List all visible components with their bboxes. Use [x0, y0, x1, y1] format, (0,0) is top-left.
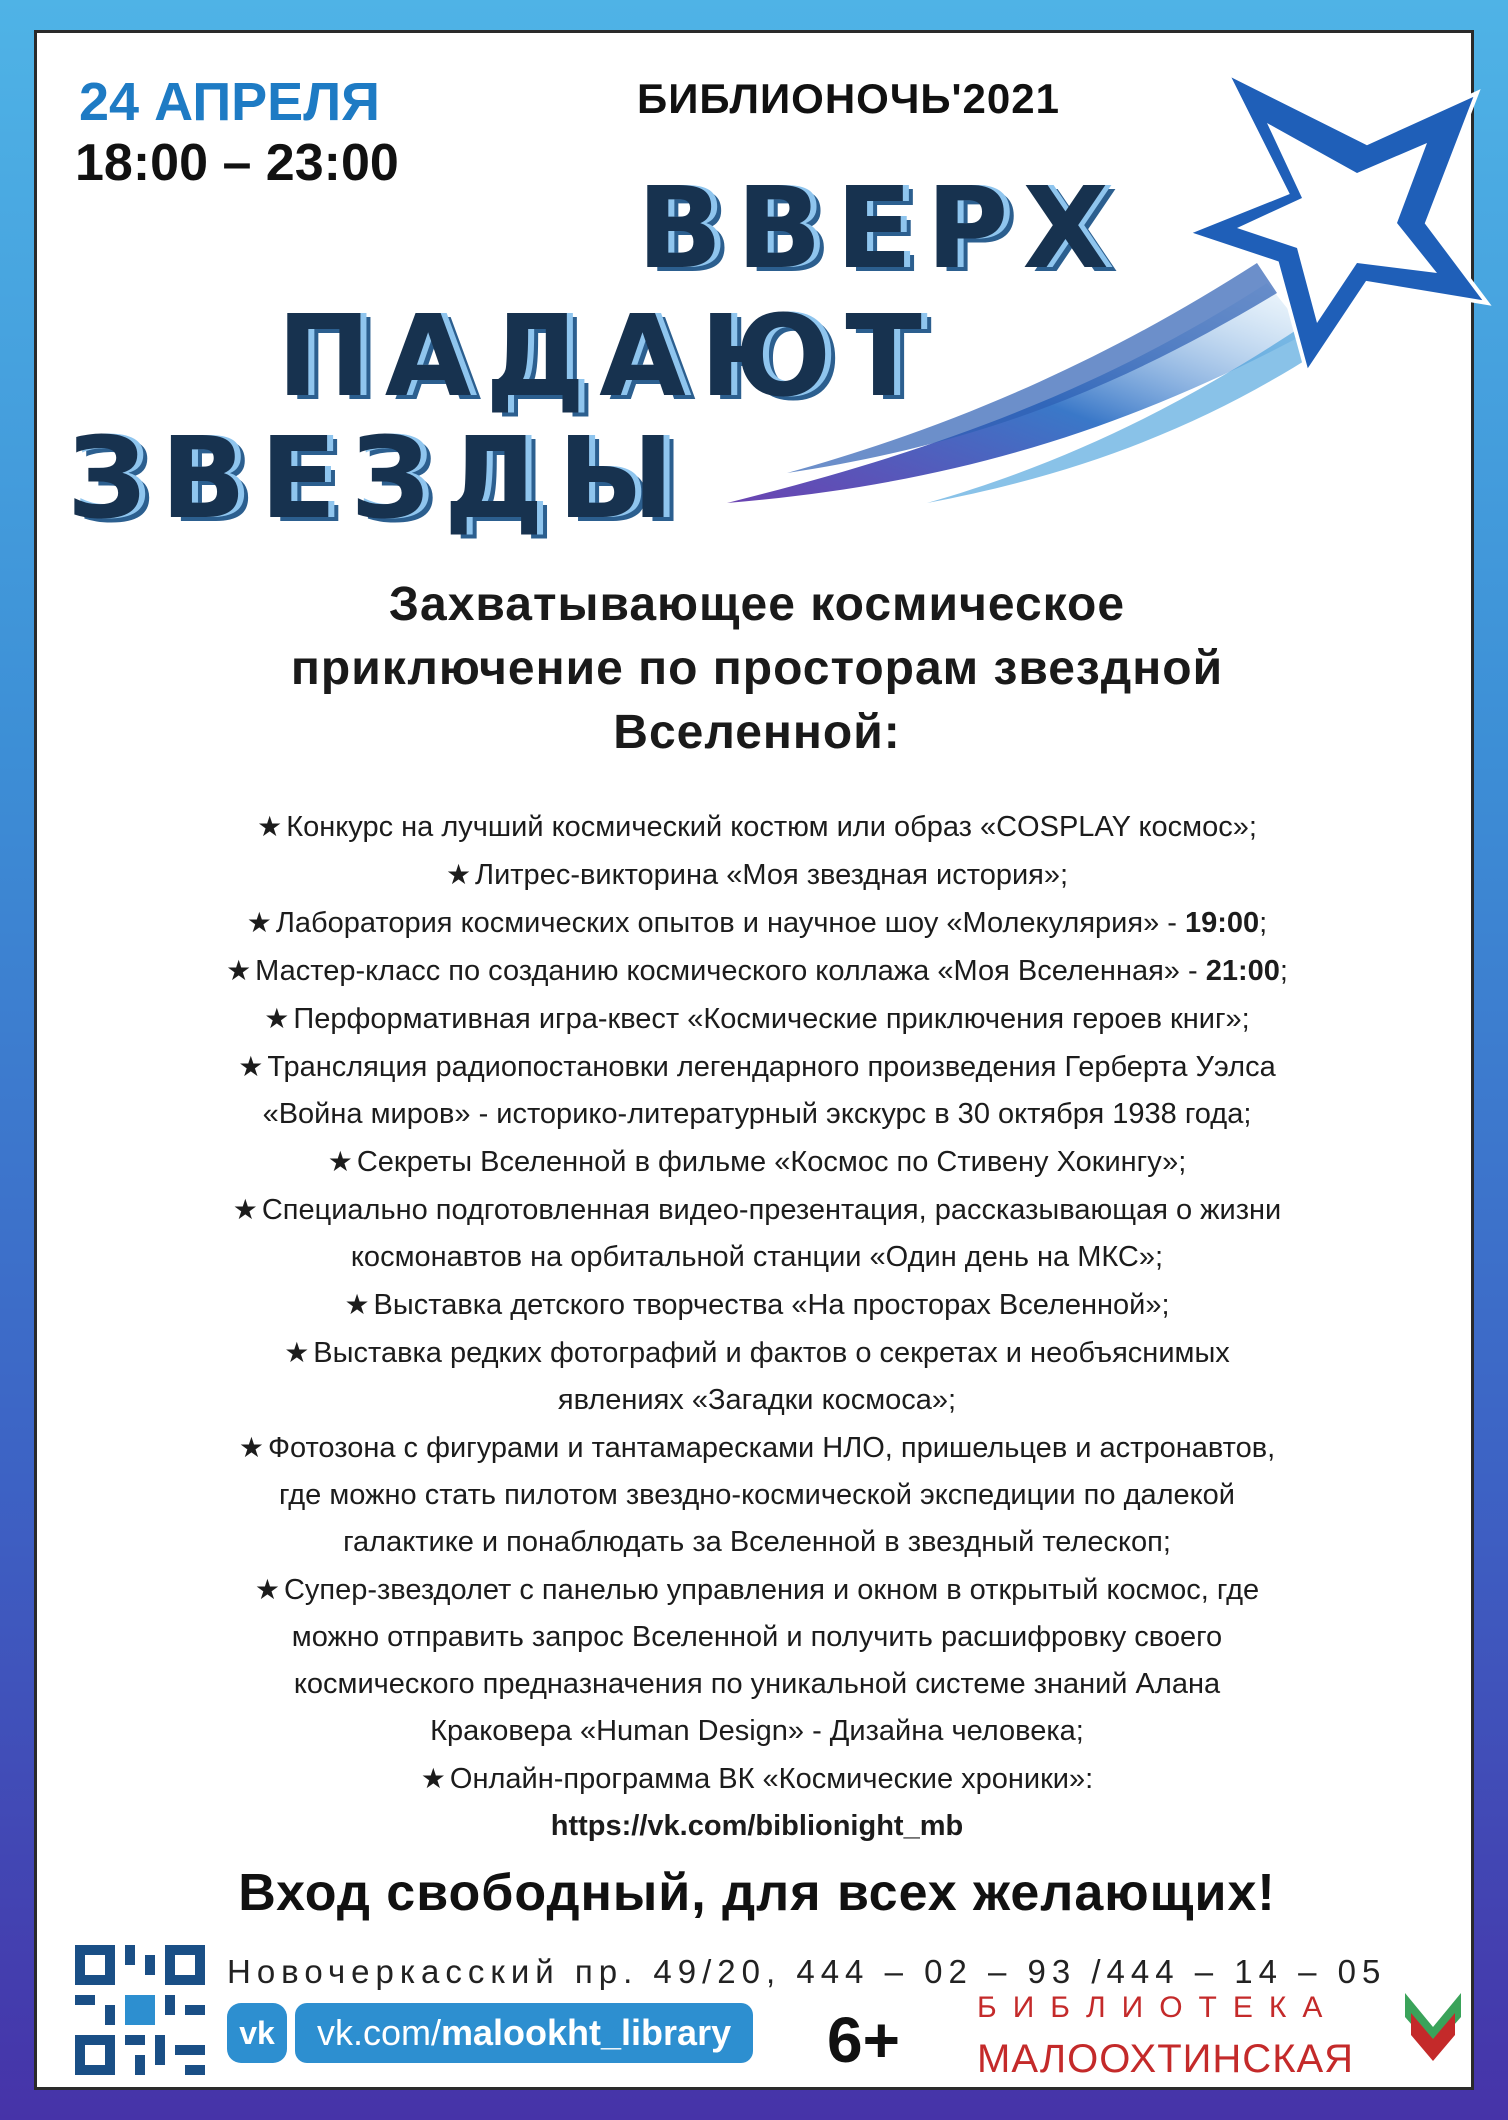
library-logo-icon [1403, 1987, 1463, 2065]
list-item: ★ Конкурс на лучший космический костюм или образ «COSPLAY космос»; [257, 811, 1257, 843]
headline-line-3: Вселенной: [613, 706, 901, 759]
star-icon: ★ [254, 1574, 280, 1605]
star-icon: ★ [238, 1432, 264, 1463]
vk-icon: vk [227, 2003, 287, 2063]
star-icon: ★ [238, 1051, 264, 1082]
online-program-link[interactable]: https://vk.com/biblionight_mb [550, 1810, 964, 1842]
headline-line-2: приключение по просторам звездной [290, 642, 1224, 695]
star-icon: ★ [344, 1289, 370, 1320]
star-icon: ★ [327, 1146, 353, 1177]
list-item: ★ Мастер-класс по созданию космического коллажа «Моя Вселенная» - 21:00; [226, 955, 1288, 987]
list-item: ★ Секреты Вселенной в фильме «Космос по Стивену Хокингу»; [327, 1146, 1187, 1178]
list-item: ★ Выставка редких фотографий и фактов о секретах и необъяснимых явлениях «Загадки космоса»; [284, 1337, 1230, 1416]
star-icon: ★ [232, 1194, 258, 1225]
online-url-item [127, 1803, 1387, 1850]
list-item: ★ Перформативная игра-квест «Космические приключения героев книг»; [264, 1003, 1250, 1035]
headline [97, 573, 1417, 765]
list-item: ★ Выставка детского творчества «На просторах Вселенной»; [344, 1289, 1170, 1321]
star-icon: ★ [246, 907, 272, 938]
list-item: ★ Трансляция радиопостановки легендарного произведения Герберта Уэлса «Война миров» - историко-литературный экскурс в 30 октября 1938 года; [238, 1051, 1276, 1130]
age-rating: 6+ [827, 2004, 900, 2076]
poster-frame [34, 30, 1474, 2090]
event-date: 24 АПРЕЛЯ [79, 72, 380, 132]
event-time: 18:00 – 23:00 [75, 134, 399, 192]
qr-code-icon[interactable] [75, 1945, 205, 2075]
list-item: ★ Литрес-викторина «Моя звездная история»; [445, 859, 1069, 891]
star-icon: ★ [445, 859, 472, 890]
star-icon: ★ [284, 1337, 310, 1368]
address-phones: Новочеркасский пр. 49/20, 444 – 02 – 93 /444 – 14 – 05 [227, 1953, 1387, 1990]
star-icon: ★ [264, 1003, 290, 1034]
star-icon: ★ [420, 1763, 446, 1794]
title-line-1: ВВЕРХ [637, 164, 1123, 294]
title-line-2: ПАДАЮТ [277, 292, 936, 422]
list-item: ★ Лаборатория космических опытов и научное шоу «Молекулярия» - 19:00; [246, 907, 1268, 939]
program-list [127, 803, 1387, 1850]
event-name: БИБЛИОНОЧЬ'2021 [637, 75, 1060, 122]
vk-link[interactable]: vk.com/ malookht_library [295, 2003, 753, 2063]
title-line-3: ЗВЕЗДЫ [67, 414, 688, 544]
star-icon: ★ [226, 955, 252, 986]
list-item: ★ Супер-звездолет с панелью управления и окном в открытый космос, где можно отправить запрос Вселенной и получить расшифровку своего космического предназначения по уникальной системе знаний Алана Краковера «Human Design» - Дизайна человека; [254, 1574, 1260, 1747]
star-icon: ★ [257, 811, 283, 842]
library-name: МАЛООХТИНСКАЯ [977, 2037, 1355, 2081]
entry-text: Вход свободный, для всех желающих! [238, 1864, 1276, 1922]
headline-line-1: Захватывающее космическое [388, 578, 1126, 631]
list-item: ★ Онлайн-программа ВК «Космические хроники»: [420, 1763, 1094, 1795]
vk-badge[interactable] [227, 2003, 753, 2063]
library-word: БИБЛИОТЕКА [977, 1991, 1339, 2024]
list-item: ★ Специально подготовленная видео-презентация, рассказывающая о жизни космонавтов на орбитальной станции «Один день на МКС»; [232, 1194, 1282, 1273]
list-item: ★ Фотозона с фигурами и тантамаресками НЛО, пришельцев и астронавтов, где можно стать пилотом звездно-космической экспедиции по далекой галактике и понаблюдать за Вселенной в звездный телескоп; [238, 1432, 1276, 1558]
